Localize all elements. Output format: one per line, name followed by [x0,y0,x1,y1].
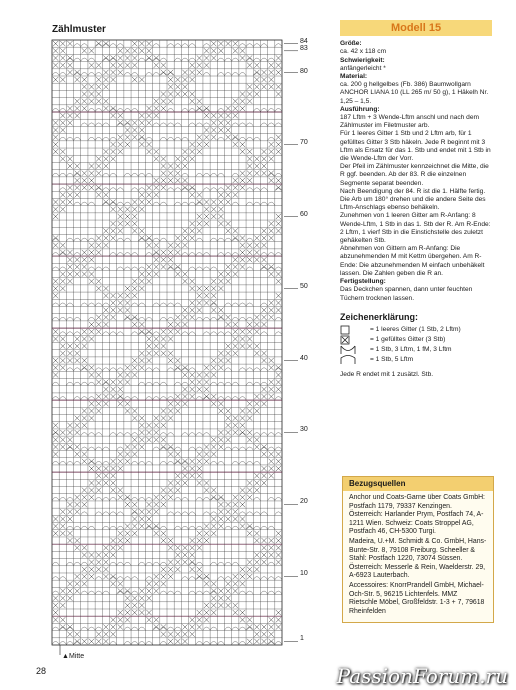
finishing-label: Fertigstellung: [340,278,386,286]
chart-grid-lines [52,40,282,645]
size-label: Größe: [340,40,362,48]
instructions-label: Ausführung: [340,105,380,113]
legend-note: Jede R endet mit 1 zusätzl. Stb. [340,370,434,378]
row-label-80: 80 [300,68,308,75]
row-label-50: 50 [300,283,308,290]
finishing-value: Das Deckchen spannen, dann unter feuchten Tüchern trocknen lassen. [340,286,473,302]
sources-paragraph: Accessoires: KnorrPrandell GmbH, Michael-Och-Str. 5, 96215 Lichtenfels. MMZ Rietschle Möbel, Großfeldstr. 1-3 + 7, 79618 Rheinfelden [349,582,485,615]
sources-header: Bezugsquellen [343,477,493,491]
row-label-70: 70 [300,139,308,146]
empty-mesh-icon [340,325,370,335]
difficulty-value: anfängerleicht * [340,64,386,72]
page-number: 28 [36,666,47,676]
instructions-p5: Zunehmen von 1 leeren Gitter am R-Anfang: 8 Wende-Lftm, 1 Stb in das 1. Stb der R. Am R-Ende: 2 Lftm, 1 vierf Stb in die Einstichstelle des zuletzt gehäkelten Stb. [340,212,491,245]
legend-title: Zeichenerklärung: [340,311,419,322]
material-label: Material: [340,73,368,81]
legend-item-empty: = 1 leeres Gitter (1 Stb, 2 Lftm) [340,325,492,335]
sources-paragraph: Anchor und Coats-Garne über Coats GmbH: Postfach 1179, 79337 Kenzingen. Österreich: Harlander Prym, Postfach 74, A-1211 Wien. Schweiz: Coats Stroppel AG, Postfach 46, CH-5300 Turgi. [349,494,485,536]
arch-stitch-icon [340,355,370,365]
instructions-p6: Abnehmen von Gittern am R-Anfang: Die abzunehmenden M mit Kettm übergehen. Am R-Ende: Die abzunehmenden M einfach unbehäkelt lassen. Die Zahlen geben die R an. [340,245,485,277]
row-label-1: 1 [300,635,304,642]
instructions-column [340,20,492,379]
picot-stitch-icon [340,345,370,355]
row-label-40: 40 [300,355,308,362]
watermark: PassionForum.ru [336,664,508,688]
center-marker-label: ▲Mitte [62,653,85,660]
model-header: Modell 15 [340,20,492,36]
sources-paragraph: Madeira, U.+M. Schmidt & Co. GmbH, Hans-Bunte-Str. 8, 79108 Freiburg. Scheeller & Stahl: Postfach 1220, 73074 Süssen. Österreich: Messerle & Rein, Waelderstr. 29, A-6923 Lauterbach. [349,538,487,580]
instructions-p1: 187 Lftm + 3 Wende-Lftm anschl und nach dem Zählmuster im Filetmuster arb. [340,114,479,130]
filled-mesh-icon [340,335,370,345]
row-label-10: 10 [300,570,308,577]
legend-item-arch: = 1 Stb, 5 Lftm [340,355,492,365]
size-value: ca. 42 x 118 cm [340,48,387,56]
row-label-30: 30 [300,426,308,433]
arrow-up-icon: ▲ [62,653,69,660]
instructions-p3: Der Pfeil im Zählmuster kennzeichnet die Mitte, die R ggf. beenden. Ab der 83. R die einzelnen Segmente separat beenden. [340,163,489,187]
material-value: ca. 200 g hellgelbes (Fb. 386) Baumwollgarn ANCHOR LIANA 10 (LL 265 m/ 50 g), 1 Häkelh Nr. 1,25 – 1,5. [340,81,489,105]
row-label-83: 83 [300,45,308,52]
legend-item-picot: = 1 Stb, 3 Lftm, 1 fM, 3 Lftm [340,345,492,355]
instructions-p4: Nach Beendigung der 84. R ist die 1. Hälfte fertig. Die Arb um 180° drehen und die andere Seite des Lftm-Anschlags ebenso behäkeln. [340,187,486,212]
row-label-20: 20 [300,498,308,505]
row-label-84: 84 [300,38,308,45]
legend-item-filled: = 1 gefülltes Gitter (3 Stb) [340,335,492,345]
difficulty-label: Schwierigkeit: [340,56,385,64]
sources-box [342,476,494,623]
chart-title: Zählmuster [52,24,106,35]
row-label-60: 60 [300,211,308,218]
instructions-p2: Für 1 leeres Gitter 1 Stb und 2 Lftm arb, für 1 gefülltes Gitter 3 Stb häkeln. Jede R beginnt mit 3 Lftm als Ersatz für das 1. Stb und endet mit 1 Stb in die Wende-Lftm der Vorr. [340,130,491,163]
